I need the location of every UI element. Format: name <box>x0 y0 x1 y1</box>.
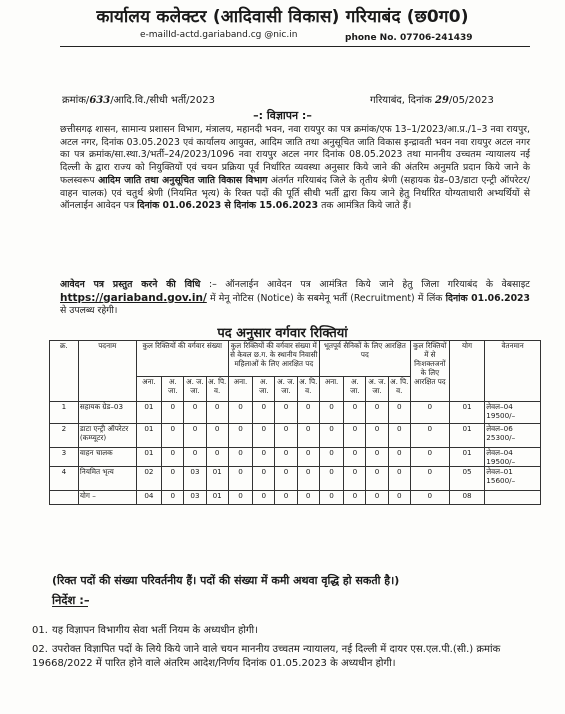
sub-sc: अ. जा. <box>253 377 275 402</box>
para1-text3: तक आमंत्रित किये जाते हैं। <box>318 200 412 212</box>
para2-heading: आवेदन पत्र प्रस्तुत करने की विधि <box>60 279 201 290</box>
row-sno: 4 <box>50 467 79 491</box>
direction-text: यह विज्ञापन विभागीय सेवा भर्ती नियम के अध्यधीन होगी। <box>52 625 258 636</box>
para1-text2: अंतर्गत गरियाबंद जिले के तृतीय श्रेणी (सहायक ग्रेड–03/डाटा एन्ट्री ऑपरेटर/वाहन चालक) एवं चतुर्थ श्रेणी (नियमित भृत्य) के रिक्त पदों की पूर्ति सीधी भर्ती द्वारा किय जाने हेतु निर्धारित योग्यताधारी अभ्यर्थियों से ऑनलाईन आवेदन पत्र <box>60 174 531 212</box>
table-title: पद अनुसार वर्गवार रिक्तियां <box>217 326 348 341</box>
row-total-cell: 0 <box>184 424 206 448</box>
table-row <box>50 491 541 505</box>
para1-dates: दिनांक 01.06.2023 से दिनांक 15.06.2023 <box>137 200 319 212</box>
table-row <box>50 424 541 448</box>
advertisement-heading: –: विज्ञापन :– <box>253 109 312 122</box>
row-total-cell: 01 <box>206 467 228 491</box>
row-sno: 3 <box>50 448 79 467</box>
row-exservice-cell: 0 <box>366 424 388 448</box>
row-exservice-cell: 0 <box>319 467 343 491</box>
office-title: कार्यालय कलेक्टर (आदिवासी विकास) गरियाबंद (छ0ग0) <box>96 7 469 27</box>
row-total-cell: 0 <box>206 424 228 448</box>
row-total-cell: 0 <box>206 402 228 424</box>
row-exservice-cell: 0 <box>344 491 366 505</box>
col-post: पदनाम <box>78 341 136 402</box>
row-exservice-cell: 0 <box>388 402 410 424</box>
row-sum-cell: 01 <box>449 424 485 448</box>
advertisement-paragraph <box>60 124 530 213</box>
direction-item <box>32 643 537 671</box>
row-women-cell: 0 <box>297 448 319 467</box>
sub-st: अ. ज. जा. <box>275 377 297 402</box>
row-pay-cell: लेवल–06 25300/– <box>485 424 541 448</box>
row-exservice-cell: 0 <box>319 491 343 505</box>
row-total-cell: 01 <box>136 424 162 448</box>
col-total: कुल रिक्तियों की वर्गवार संख्या <box>136 341 228 377</box>
row-women-cell: 0 <box>253 424 275 448</box>
row-women-cell: 0 <box>297 491 319 505</box>
sub-obc: अ. पि. व. <box>388 377 410 402</box>
direction-number: 02. <box>32 644 48 655</box>
issue-date <box>370 92 494 106</box>
row-women-cell: 0 <box>228 424 252 448</box>
row-women-cell: 0 <box>253 448 275 467</box>
row-women-cell: 0 <box>275 424 297 448</box>
row-women-cell: 0 <box>297 402 319 424</box>
row-exservice-cell: 0 <box>388 424 410 448</box>
row-sum-cell: 01 <box>449 402 485 424</box>
reference-number <box>62 92 215 106</box>
row-disabled-cell: 0 <box>410 424 449 448</box>
para1-department: आदिम जाति तथा अनुसूचित जाति विकास विभाग <box>98 174 268 186</box>
row-exservice-cell: 0 <box>366 467 388 491</box>
sub-st: अ. ज. जा. <box>184 377 206 402</box>
header-divider <box>60 46 530 47</box>
row-women-cell: 0 <box>297 424 319 448</box>
col-disabled: कुल रिक्तियों में से निःशक्तजनों के लिए आरक्षित पद <box>410 341 449 402</box>
para1-text1: छत्तीसगढ़ शासन, सामान्य प्रशासन विभाग, मंत्रालय, महानदी भवन, नवा रायपुर का पत्र क्रमांक/एफ 13–1/2023/आ.प्र./1–3 नवा रायपुर, अटल नगर, दिनांक 03.05.2023 एवं कार्यालय आयुक्त, आदिम जाति तथा अनुसूचित जाति विकास इन्द्रावती भवन नवा रायपुर अटल नगर का पत्र क्रमांक/सा.स्था.3/भर्ती–24/2023/1096 नवा रायपुर अटल नगर दिनांक 08.05.2023 तथा माननीय उच्चतम न्यायालय नई दिल्ली के द्वारा राज्य को नियुक्तियों एवं चयन प्रक्रिया पूर्व निर्धारित व्यवस्था अनुसार किये जाने की अंतरिम अनुमति प्रदान किये जाने के फलस्वरूप <box>60 124 530 186</box>
para2-text2: में मेनू नोटिस (Notice) के सबमेनू भर्ती (Recruitment) में लिंक <box>206 292 446 304</box>
row-sum-cell: 08 <box>449 491 485 505</box>
row-exservice-cell: 0 <box>388 467 410 491</box>
row-disabled-cell: 0 <box>410 467 449 491</box>
sub-obc: अ. पि. व. <box>297 377 319 402</box>
row-exservice-cell: 0 <box>344 424 366 448</box>
col-women: कुल रिक्तियों की वर्गवार संख्या में से केवल छ.ग. के स्थानीय निवासी महिलाओं के लिए आरक्षित पद <box>228 341 319 377</box>
row-pay-cell: लेवल–01 15600/– <box>485 467 541 491</box>
row-women-cell: 0 <box>253 402 275 424</box>
para2-date: दिनांक 01.06.2023 <box>445 292 530 304</box>
row-post: सहायक ग्रेड–03 <box>78 402 136 424</box>
row-total-cell: 03 <box>184 467 206 491</box>
para2-text1: :– ऑनलाईन आवेदन पत्र आमंत्रित किये जाने हेतु जिला गरियाबंद के वेबसाइट <box>200 279 530 290</box>
row-exservice-cell: 0 <box>366 491 388 505</box>
row-women-cell: 0 <box>228 448 252 467</box>
row-women-cell: 0 <box>275 467 297 491</box>
row-total-cell: 0 <box>162 424 184 448</box>
row-exservice-cell: 0 <box>319 402 343 424</box>
row-sum-cell: 01 <box>449 448 485 467</box>
vacancy-table <box>49 340 541 505</box>
row-sno: 2 <box>50 424 79 448</box>
row-sno <box>50 491 79 505</box>
row-women-cell: 0 <box>228 491 252 505</box>
row-sum-cell: 05 <box>449 467 485 491</box>
col-sno: क्र. <box>50 341 79 402</box>
table-row <box>50 467 541 491</box>
ref-prefix: क्रमांक/ <box>62 95 90 106</box>
row-exservice-cell: 0 <box>366 448 388 467</box>
row-total-cell: 03 <box>184 491 206 505</box>
sub-general: अना. <box>136 377 162 402</box>
row-sno: 1 <box>50 402 79 424</box>
row-total-cell: 0 <box>184 402 206 424</box>
row-post: डाटा एन्ट्री ऑपरेटर (कम्प्यूटर) <box>78 424 136 448</box>
row-exservice-cell: 0 <box>344 402 366 424</box>
direction-number: 01. <box>32 625 48 636</box>
sub-general: अना. <box>228 377 252 402</box>
table-row <box>50 448 541 467</box>
email-address: e-mailId-actd.gariaband.cg @nic.in <box>140 30 298 40</box>
row-post: योग – <box>78 491 136 505</box>
col-pay: वेतनमान <box>485 341 541 402</box>
website-link[interactable]: https://gariaband.gov.in/ <box>60 291 207 304</box>
date-prefix: गरियाबंद, दिनांक <box>370 95 432 106</box>
row-total-cell: 0 <box>184 448 206 467</box>
row-exservice-cell: 0 <box>388 448 410 467</box>
row-women-cell: 0 <box>275 402 297 424</box>
row-total-cell: 01 <box>136 448 162 467</box>
sub-sc: अ. जा. <box>344 377 366 402</box>
sub-general: अना. <box>319 377 343 402</box>
row-exservice-cell: 0 <box>344 448 366 467</box>
sub-sc: अ. जा. <box>162 377 184 402</box>
row-total-cell: 02 <box>136 467 162 491</box>
row-women-cell: 0 <box>228 402 252 424</box>
row-women-cell: 0 <box>275 448 297 467</box>
col-exservice: भूतपूर्व सैनिकों के लिए आरक्षित पद <box>319 341 410 377</box>
row-disabled-cell: 0 <box>410 448 449 467</box>
row-exservice-cell: 0 <box>319 424 343 448</box>
row-pay-cell <box>485 491 541 505</box>
direction-item <box>32 624 537 638</box>
row-total-cell: 0 <box>162 491 184 505</box>
phone-number: phone No. 07706-241439 <box>345 33 473 43</box>
date-handwritten-day: 29 <box>435 95 449 106</box>
row-exservice-cell: 0 <box>388 491 410 505</box>
row-total-cell: 0 <box>162 402 184 424</box>
row-women-cell: 0 <box>253 491 275 505</box>
direction-text: उपरोक्त विज्ञापित पदों के लिये किये जाने वाले चयन माननीय उच्चतम न्यायालय, नई दिल्ली में दायर एस.एल.पी.(सी.) क्रमांक 19668/2022 में पारित होने वाले अंतरिम आदेश/निर्णय दिनांक 01.05.2023 के अध्यधीन होगी। <box>32 644 501 669</box>
sub-obc: अ. पि. व. <box>206 377 228 402</box>
row-disabled-cell: 0 <box>410 491 449 505</box>
directions-heading: निर्देश :– <box>52 593 90 607</box>
row-post: वाहन चालक <box>78 448 136 467</box>
sub-st: अ. ज. जा. <box>366 377 388 402</box>
row-pay-cell: लेवल–04 19500/– <box>485 448 541 467</box>
row-total-cell: 0 <box>162 467 184 491</box>
row-women-cell: 0 <box>228 467 252 491</box>
ref-handwritten-number: 633 <box>89 95 111 106</box>
table-row <box>50 402 541 424</box>
row-total-cell: 0 <box>206 448 228 467</box>
row-exservice-cell: 0 <box>319 448 343 467</box>
row-total-cell: 01 <box>206 491 228 505</box>
application-method-paragraph <box>60 279 530 318</box>
directions-underline <box>52 606 88 607</box>
row-total-cell: 04 <box>136 491 162 505</box>
row-disabled-cell: 0 <box>410 402 449 424</box>
table-body <box>50 402 541 505</box>
ref-suffix: /आदि.वि./सीधी भर्ती/2023 <box>110 95 215 106</box>
row-women-cell: 0 <box>275 491 297 505</box>
table-header-row <box>50 341 541 377</box>
row-total-cell: 01 <box>136 402 162 424</box>
date-suffix: /05/2023 <box>448 95 494 106</box>
row-post: नियमित भृत्य <box>78 467 136 491</box>
variation-note: (रिक्त पदों की संख्या परिवर्तनीय हैं। पदों की संख्या में कमी अथवा वृद्धि हो सकती है।) <box>52 574 400 587</box>
row-women-cell: 0 <box>297 467 319 491</box>
row-women-cell: 0 <box>253 467 275 491</box>
row-pay-cell: लेवल–04 19500/– <box>485 402 541 424</box>
para2-text3: से उपलब्ध रहेगी। <box>60 305 118 317</box>
row-exservice-cell: 0 <box>344 467 366 491</box>
col-sum: योग <box>449 341 485 402</box>
row-exservice-cell: 0 <box>366 402 388 424</box>
row-total-cell: 0 <box>162 448 184 467</box>
